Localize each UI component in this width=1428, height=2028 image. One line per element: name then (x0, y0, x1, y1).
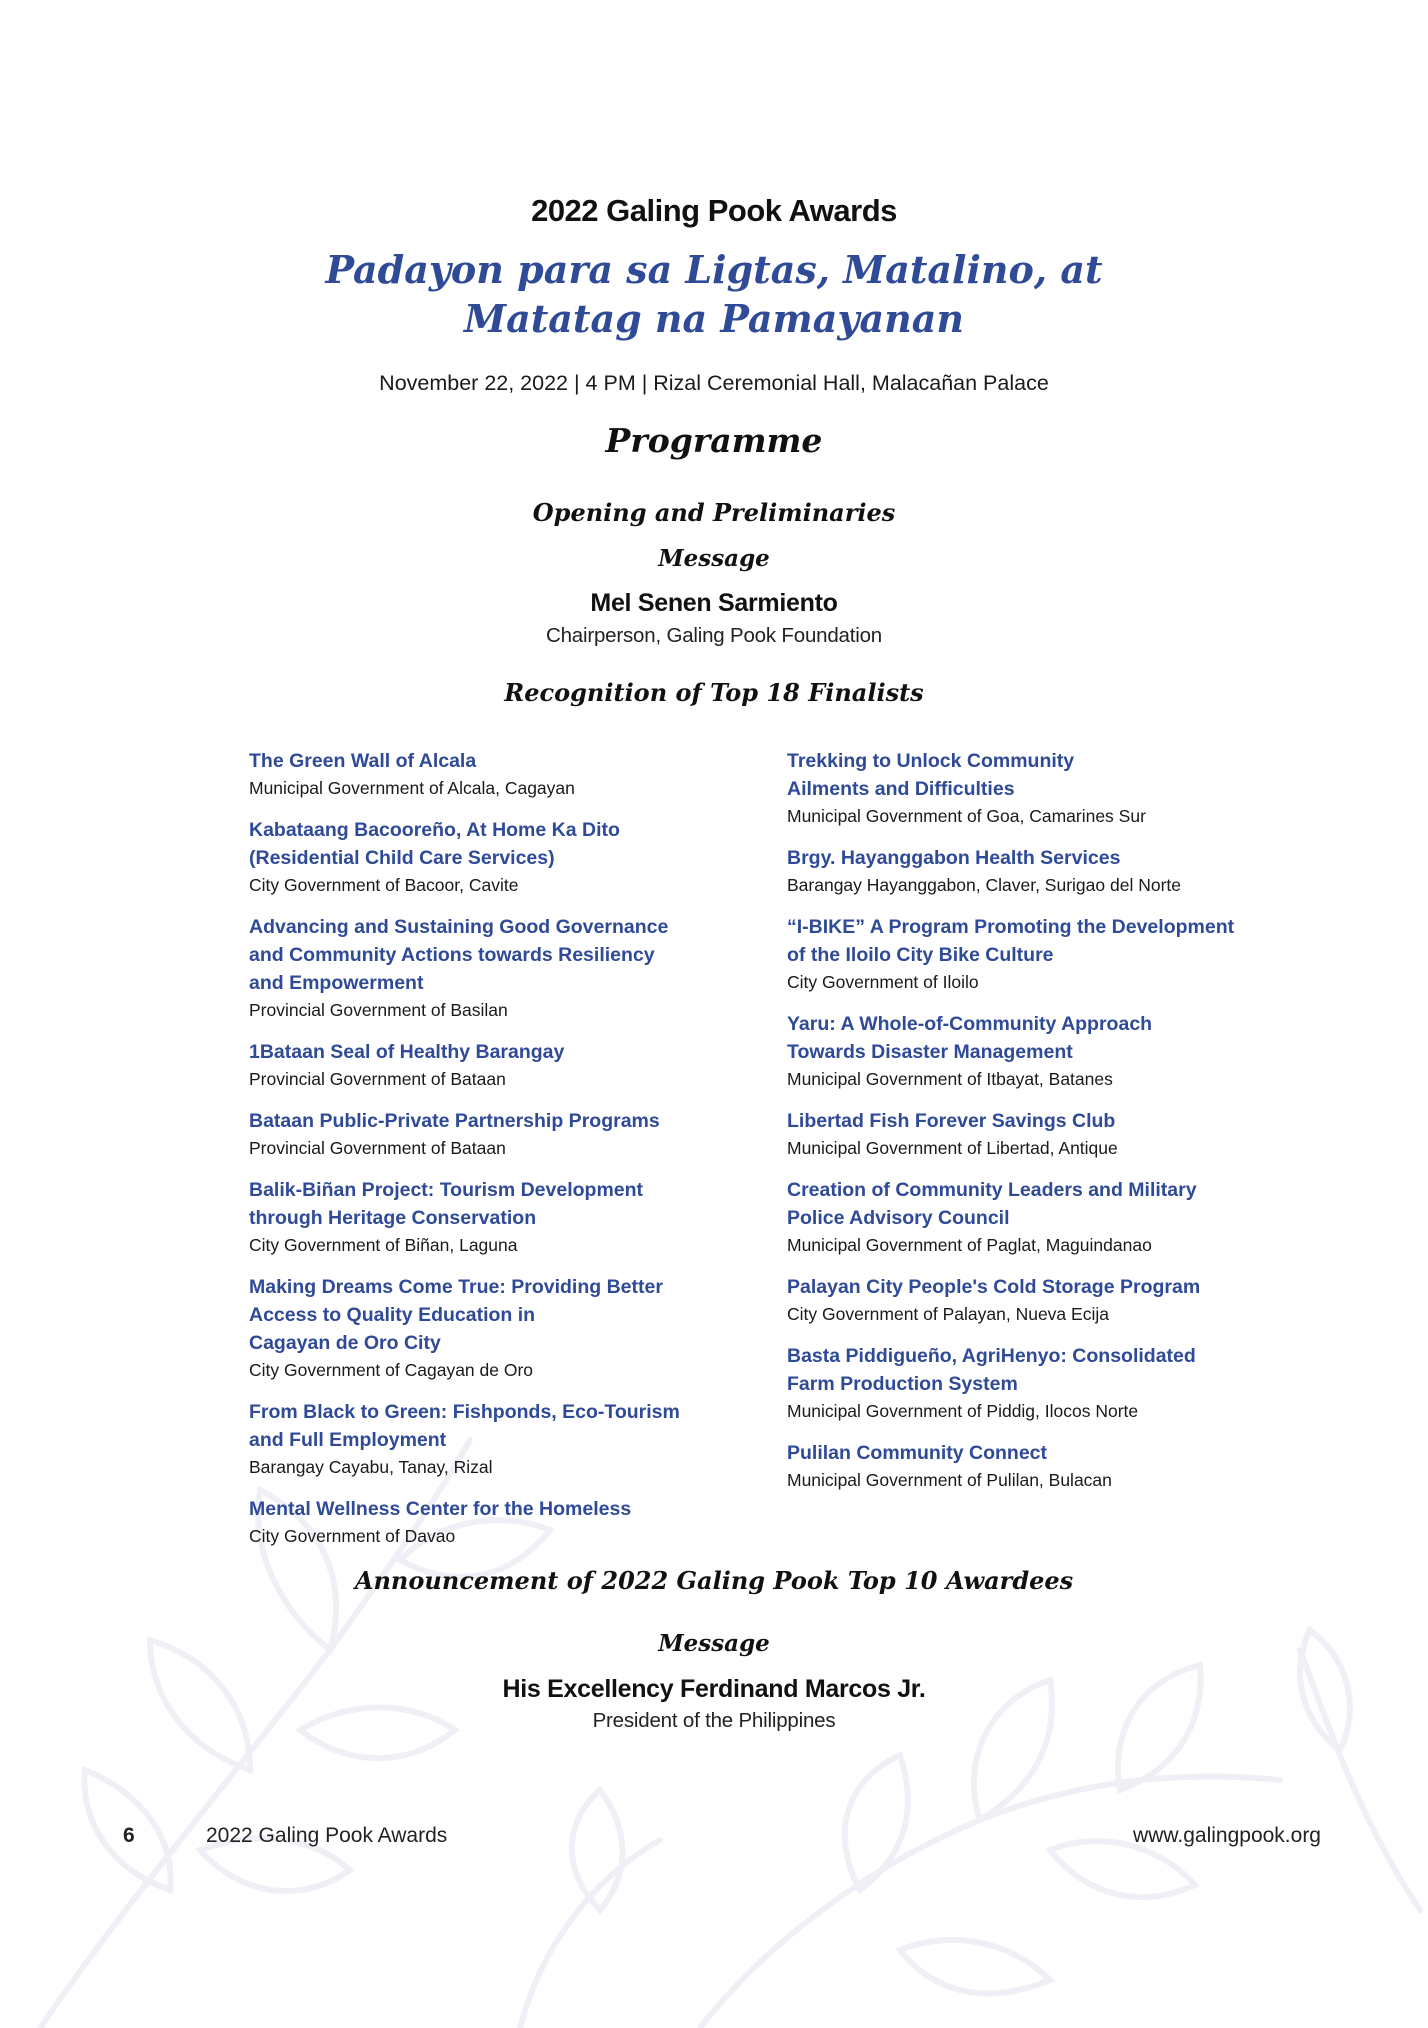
finalist-entry (787, 913, 1347, 995)
finalist-entry (249, 1038, 809, 1092)
speaker-role-1: Chairperson, Galing Pook Foundation (545, 624, 882, 647)
finalist-entry (249, 1273, 809, 1383)
finalist-government: Barangay Cayabu, Tanay, Rizal (249, 1457, 493, 1477)
finalist-entry (249, 816, 809, 898)
finalist-title-line: Mental Wellness Center for the Homeless (249, 1498, 632, 1520)
finalist-government: Provincial Government of Bataan (249, 1069, 506, 1089)
finalist-title-line: Bataan Public-Private Partnership Programs (249, 1110, 660, 1132)
finalist-government: Municipal Government of Itbayat, Batanes (787, 1069, 1113, 1089)
finalist-title (249, 1176, 809, 1232)
finalist-entry (249, 1176, 809, 1258)
finalist-entry (787, 1439, 1347, 1493)
finalists-right-column (787, 747, 1347, 1508)
finalist-entry (787, 1107, 1347, 1161)
finalist-title (787, 1273, 1347, 1301)
finalist-title-line: From Black to Green: Fishponds, Eco-Tourism (249, 1401, 680, 1423)
finalist-title-line: Making Dreams Come True: Providing Better (249, 1276, 663, 1298)
finalist-title-line: Palayan City People's Cold Storage Program (787, 1276, 1201, 1298)
finalist-title (787, 1010, 1347, 1066)
finalist-title (787, 844, 1347, 872)
message-heading-2: Message (658, 1630, 770, 1657)
finalist-title-line: “I-BIKE” A Program Promoting the Development (787, 916, 1235, 938)
finalist-title (787, 913, 1347, 969)
finalist-government: City Government of Bacoor, Cavite (249, 875, 519, 895)
finalist-title (249, 1038, 809, 1066)
finalist-entry (249, 1398, 809, 1480)
finalist-title-line: 1Bataan Seal of Healthy Barangay (249, 1041, 565, 1063)
finalist-government: Municipal Government of Piddig, Ilocos Norte (787, 1401, 1139, 1421)
finalist-title (249, 816, 809, 872)
finalist-title (249, 913, 809, 997)
finalist-title-line: Access to Quality Education in (249, 1304, 536, 1326)
event-date-venue: November 22, 2022 | 4 PM | Rizal Ceremonial Hall, Malacañan Palace (379, 371, 1049, 395)
finalist-title-line: of the Iloilo City Bike Culture (787, 944, 1054, 966)
finalist-government: City Government of Cagayan de Oro (249, 1360, 534, 1380)
event-title: 2022 Galing Pook Awards (531, 193, 897, 228)
event-theme (0, 245, 1428, 343)
finalist-title-line: Police Advisory Council (787, 1207, 1010, 1229)
finalist-title-line: Brgy. Hayanggabon Health Services (787, 847, 1121, 869)
finalist-title-line: (Residential Child Care Services) (249, 847, 555, 869)
finalist-government: Provincial Government of Bataan (249, 1138, 506, 1158)
finalist-title-line: Basta Piddigueño, AgriHenyo: Consolidated (787, 1345, 1196, 1367)
finalist-government: City Government of Davao (249, 1526, 456, 1546)
announcement-heading: Announcement of 2022 Galing Pook Top 10 Awardees (354, 1566, 1074, 1595)
finalist-government: Municipal Government of Alcala, Cagayan (249, 778, 575, 798)
finalist-entry (787, 1342, 1347, 1424)
finalist-government: Municipal Government of Goa, Camarines Sur (787, 806, 1146, 826)
finalist-entry (787, 1273, 1347, 1327)
finalist-title-line: Creation of Community Leaders and Military (787, 1179, 1197, 1201)
finalist-title-line: Trekking to Unlock Community (787, 750, 1075, 772)
finalist-entry (249, 1107, 809, 1161)
finalist-title-line: Pulilan Community Connect (787, 1442, 1048, 1464)
finalist-title-line: Cagayan de Oro City (249, 1332, 441, 1354)
finalist-government: Municipal Government of Paglat, Maguindanao (787, 1235, 1152, 1255)
page-number: 6 (123, 1824, 135, 1847)
finalist-government: City Government of Palayan, Nueva Ecija (787, 1304, 1109, 1324)
finalist-title-line: Farm Production System (787, 1373, 1018, 1395)
finalist-title-line: Yaru: A Whole-of-Community Approach (787, 1013, 1153, 1035)
footer-publication: 2022 Galing Pook Awards (206, 1824, 448, 1847)
finalist-title (249, 1107, 809, 1135)
finalist-title-line: Ailments and Difficulties (787, 778, 1015, 800)
finalist-title-line: and Empowerment (249, 972, 424, 994)
finalist-title (787, 1176, 1347, 1232)
finalist-title (249, 1495, 809, 1523)
finalist-government: Municipal Government of Libertad, Antique (787, 1138, 1118, 1158)
finalist-title-line: Libertad Fish Forever Savings Club (787, 1110, 1116, 1132)
programme-heading: Programme (605, 421, 823, 460)
finalist-government: Municipal Government of Pulilan, Bulacan (787, 1470, 1112, 1490)
finalist-title-line: The Green Wall of Alcala (249, 750, 477, 772)
finalist-title (249, 747, 809, 775)
finalist-title-line: through Heritage Conservation (249, 1207, 537, 1229)
finalist-entry (787, 747, 1347, 829)
event-theme-line-1: Padayon para sa Ligtas, Matalino, at (325, 247, 1103, 292)
finalist-government: City Government of Iloilo (787, 972, 979, 992)
finalist-entry (249, 1495, 809, 1549)
finalists-left-column (249, 747, 809, 1564)
finalist-entry (787, 1176, 1347, 1258)
finalist-title (787, 1439, 1347, 1467)
finalist-government: City Government of Biñan, Laguna (249, 1235, 518, 1255)
finalist-title-line: and Full Employment (249, 1429, 447, 1451)
finalist-title-line: Balik-Biñan Project: Tourism Development (249, 1179, 644, 1201)
finalist-title (787, 747, 1347, 803)
speaker-name-1: Mel Senen Sarmiento (590, 589, 838, 617)
finalist-entry (787, 1010, 1347, 1092)
event-theme-line-2: Matatag na Pamayanan (464, 296, 964, 341)
footer-url: www.galingpook.org (1133, 1824, 1321, 1847)
finalist-title-line: Kabataang Bacooreño, At Home Ka Dito (249, 819, 620, 841)
finalist-title (249, 1398, 809, 1454)
message-heading-1: Message (658, 545, 770, 572)
finalist-title-line: Advancing and Sustaining Good Governance (249, 916, 669, 938)
finalist-title (787, 1107, 1347, 1135)
finalist-entry (787, 844, 1347, 898)
finalist-government: Provincial Government of Basilan (249, 1000, 508, 1020)
finalist-title (787, 1342, 1347, 1398)
finalist-title-line: and Community Actions towards Resiliency (249, 944, 655, 966)
speaker-name-2: His Excellency Ferdinand Marcos Jr. (502, 1675, 926, 1703)
recognition-heading: Recognition of Top 18 Finalists (504, 678, 924, 707)
finalist-entry (249, 913, 809, 1023)
finalist-entry (249, 747, 809, 801)
opening-heading: Opening and Preliminaries (532, 498, 896, 527)
finalist-government: Barangay Hayanggabon, Claver, Surigao del Norte (787, 875, 1181, 895)
speaker-role-2: President of the Philippines (592, 1709, 836, 1732)
finalist-title (249, 1273, 809, 1357)
finalist-title-line: Towards Disaster Management (787, 1041, 1073, 1063)
